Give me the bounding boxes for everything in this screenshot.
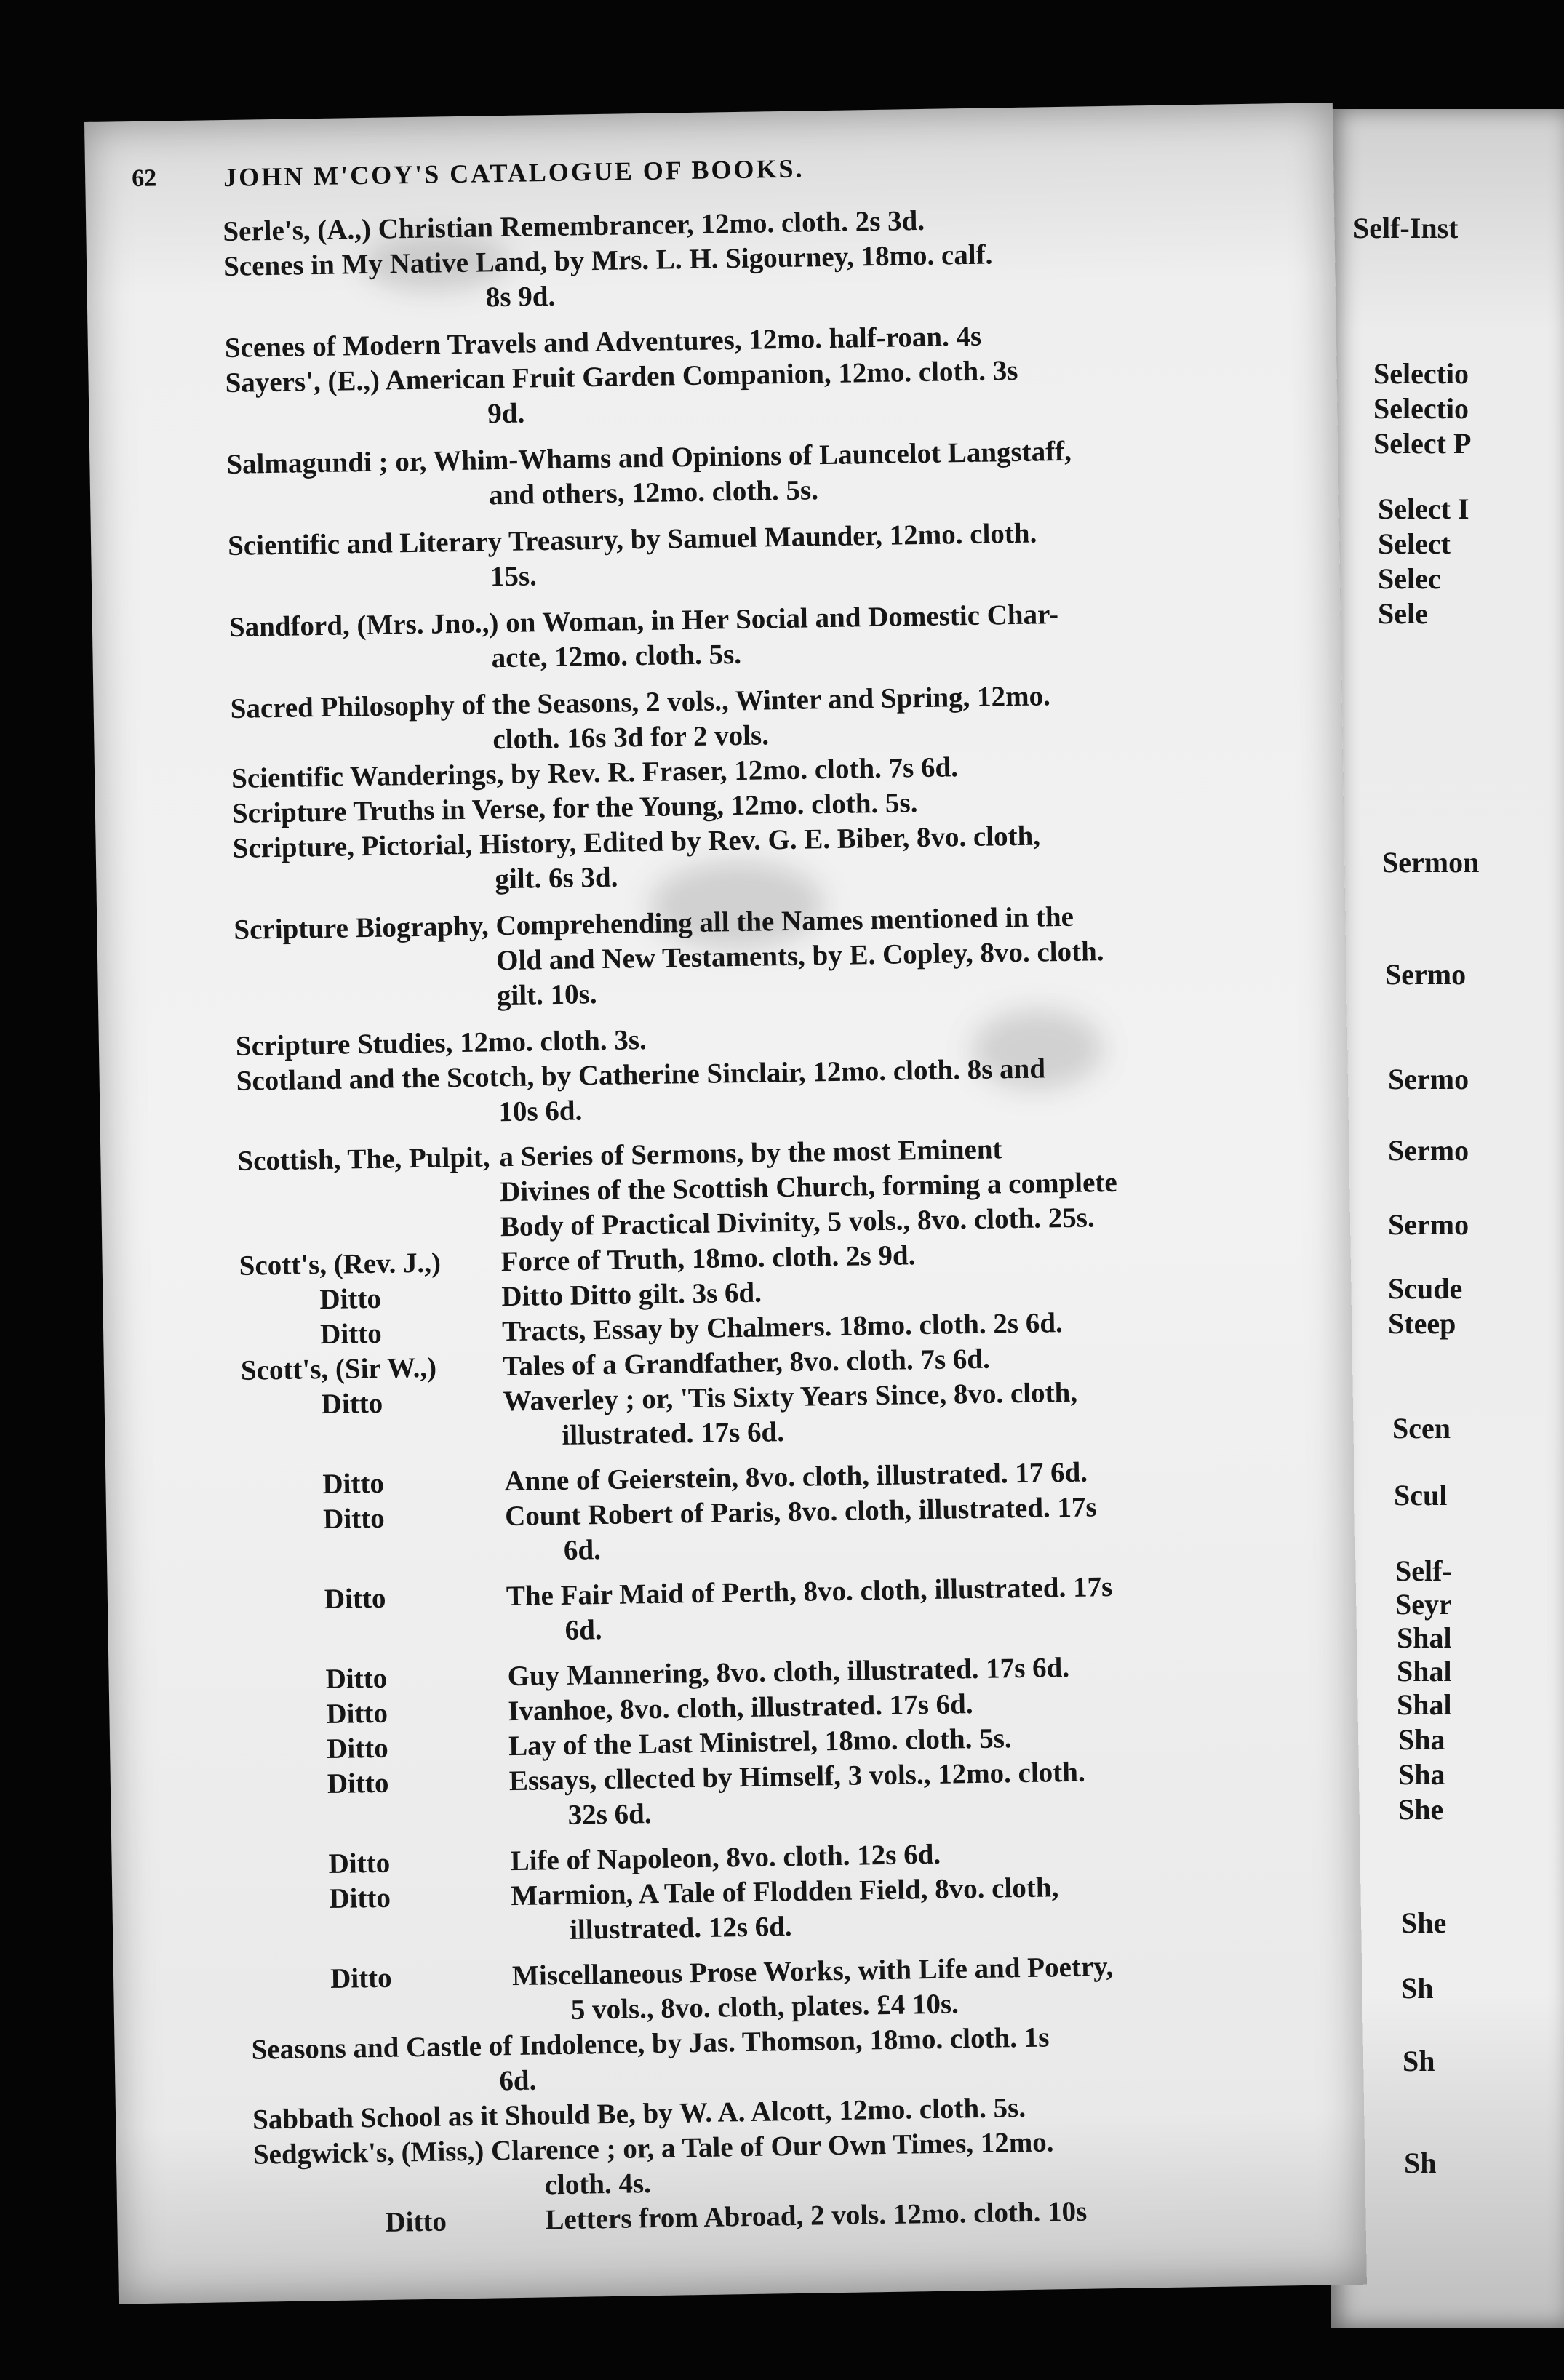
page-number: 62 — [131, 164, 157, 192]
right-entry: Self- — [1395, 1554, 1452, 1587]
catalogue-entry: Scripture Truths in Verse, for the Young, 12mo. cloth. 5s. — [231, 787, 918, 829]
right-entry: Shal — [1397, 1688, 1452, 1721]
catalogue-entry: Scripture, Pictorial, History, Edited by Rev. G. E. Biber, 8vo. cloth, gilt. 6s 3d. — [232, 820, 1041, 895]
catalogue-entry: Scripture Studies, 12mo. cloth. 3s. — [235, 1024, 647, 1062]
entry-ditto: Ditto — [326, 1697, 388, 1730]
entry-ditto: Ditto — [319, 1282, 382, 1316]
catalogue-entry: Ditto Ivanhoe, 8vo. cloth, illustrated. 17s 6d. — [246, 1682, 1280, 1733]
entry-ditto: Ditto — [324, 1582, 386, 1616]
catalogue-entry: Ditto Waverley ; or, 'Tis Sixty Years Since, 8vo. cloth, illustrated. 17s 6d. — [241, 1373, 1274, 1458]
entry-ditto: Ditto — [385, 2205, 447, 2238]
right-entry: Scude — [1388, 1272, 1463, 1305]
catalogue-entry: Ditto The Fair Maid of Perth, 8vo. cloth, illustrated. 17s 6d. — [244, 1567, 1278, 1653]
entry-ditto: Ditto — [330, 1962, 392, 1995]
right-entry: Sh — [1401, 1972, 1434, 2005]
catalogue-entry: Sandford, (Mrs. Jno.,) on Woman, in Her Social and Domestic Char- acte, 12mo. cloth. 5s. — [228, 599, 1059, 674]
entry-ditto: Ditto — [328, 1847, 391, 1880]
catalogue-entry: Sacred Philosophy of the Seasons, 2 vols., Winter and Spring, 12mo. cloth. 16s 3d for 2 vols. — [230, 680, 1051, 756]
catalogue-entry: Scenes of Modern Travels and Adventures, 12mo. half-roan. 4s — [224, 320, 982, 364]
right-entry: Scen — [1392, 1412, 1451, 1445]
catalogue-entry: Sedgwick's, (Miss,) Clarence ; or, a Tale of Our Own Times, 12mo. cloth. 4s. — [252, 2126, 1054, 2201]
right-entry: Select P — [1373, 427, 1472, 460]
entry-author: Scott's, (Sir W.,) — [240, 1351, 437, 1386]
entry-ditto: Ditto — [322, 1502, 386, 1536]
entry-ditto: Ditto — [322, 1467, 385, 1501]
catalogue-entry: Ditto Miscellaneous Prose Works, with Life and Poetry, 5 vols., 8vo. cloth, plates. £4 10s. — [250, 1946, 1284, 2032]
catalogue-entry: Sayers', (E.,) American Fruit Garden Companion, 12mo. cloth. 3s 9d. — [225, 354, 1018, 430]
right-entry: Sermon — [1382, 846, 1480, 879]
catalogue-entry: Ditto Guy Mannering, 8vo. cloth, illustrated. 17s 6d. — [245, 1647, 1279, 1698]
catalogue-entry: Ditto Letters from Abroad, 2 vols. 12mo. cloth. 10s — [254, 2191, 1288, 2242]
entry-ditto: Ditto — [329, 1882, 391, 1915]
page-title: JOHN M'COY'S CATALOGUE OF BOOKS. — [223, 153, 805, 193]
catalogue-entry: Scotland and the Scotch, by Catherine Sinclair, 12mo. cloth. 8s and 10s 6d. — [236, 1053, 1046, 1128]
right-entry: She — [1401, 1906, 1447, 1939]
entry-ditto: Ditto — [327, 1767, 389, 1800]
entry-ditto: Ditto — [319, 1317, 383, 1351]
entry-author: Scott's, (Rev. J.,) — [239, 1247, 442, 1282]
right-entry: She — [1398, 1793, 1444, 1826]
catalogue-entry: Scientific Wanderings, by Rev. R. Fraser, 12mo. cloth. 7s 6d. — [231, 751, 959, 794]
catalogue-entry: Ditto Lay of the Last Ministrel, 18mo. cloth. 5s. — [247, 1717, 1280, 1768]
right-entry: Sermo — [1388, 1208, 1469, 1241]
catalogue-entry: Scottish, The, Pulpit, a Series of Sermons, by the most Eminent Divines of the Scottish Church, forming a complete Body of Practical Divinity, 5 vols., 8vo. cloth. 25s. — [237, 1128, 1272, 1249]
right-entry: Scul — [1394, 1479, 1448, 1512]
right-entry: Selectio — [1373, 392, 1469, 425]
catalogue-entry: Ditto Ditto Ditto gilt. 3s 6d. — [239, 1268, 1273, 1319]
catalogue-entry: Ditto Essays, cllected by Himself, 3 vols., 12mo. cloth. 32s 6d. — [247, 1752, 1281, 1837]
right-entry: Shal — [1397, 1655, 1452, 1688]
catalogue-entry: Ditto Life of Napoleon, 8vo. cloth. 12s 6d. — [248, 1832, 1282, 1882]
entry-ditto: Ditto — [326, 1732, 388, 1765]
catalogue-entry: Scott's, (Rev. J.,) Force of Truth, 18mo. cloth. 2s 9d. — [239, 1233, 1272, 1284]
right-entry: Sh — [1404, 2147, 1437, 2179]
entry-ditto: Ditto — [321, 1387, 383, 1421]
catalogue-entry: Ditto Anne of Geierstein, 8vo. cloth, illustrated. 17 6d. — [242, 1453, 1276, 1504]
catalogue-entry: Ditto Count Robert of Paris, 8vo. cloth, illustrated. 17s 6d. — [243, 1488, 1277, 1573]
right-entry: Shal — [1397, 1621, 1452, 1654]
catalogue-entry: Scott's, (Sir W.,) Tales of a Grandfather, 8vo. cloth. 7s 6d. — [241, 1338, 1274, 1389]
right-entry: Sha — [1398, 1723, 1445, 1756]
right-entry: Sermo — [1385, 958, 1467, 991]
catalogue-entries — [223, 199, 1288, 2243]
entry-ditto: Ditto — [325, 1662, 388, 1696]
right-entry: Steep — [1388, 1307, 1456, 1340]
right-entry: Seyr — [1395, 1588, 1452, 1621]
catalogue-entry: Ditto Marmion, A Tale of Flodden Field, 8vo. cloth, illustrated. 12s 6d. — [249, 1866, 1282, 1952]
catalogue-entry: Serle's, (A.,) Christian Remembrancer, 12mo. cloth. 2s 3d. — [223, 204, 925, 248]
catalogue-entry: Seasons and Castle of Indolence, by Jas. Thomson, 18mo. cloth. 1s 6d. — [251, 2021, 1050, 2097]
catalogue-entry: Salmagundi ; or, Whim-Whams and Opinions of Launcelot Langstaff, and others, 12mo. cloth. 5s. — [226, 435, 1072, 511]
right-entry: Selec — [1378, 562, 1441, 595]
catalogue-page — [84, 103, 1367, 2304]
right-page — [1331, 109, 1564, 2328]
right-entry: Select I — [1378, 492, 1469, 525]
catalogue-entry: Sabbath School as it Should Be, by W. A. Alcott, 12mo. cloth. 5s. — [252, 2092, 1026, 2136]
catalogue-entry: Scientific and Literary Treasury, by Samuel Maunder, 12mo. cloth. 15s. — [227, 517, 1037, 593]
catalogue-entry: Scenes in My Native Land, by Mrs. L. H. Sigourney, 18mo. calf. 8s 9d. — [223, 239, 993, 314]
right-entry: Self-Inst — [1353, 212, 1459, 244]
right-entry: Sha — [1398, 1758, 1445, 1791]
right-entry: Sh — [1403, 2045, 1435, 2077]
catalogue-entry: Scripture Biography, Comprehending all the Names mentioned in the Old and New Testaments, by E. Copley, 8vo. cloth. gilt. 10s. — [234, 901, 1104, 1012]
right-entry: Sermo — [1388, 1063, 1469, 1095]
right-entry: Select — [1378, 527, 1451, 560]
catalogue-entry: Ditto Tracts, Essay by Chalmers. 18mo. cloth. 2s 6d. — [240, 1303, 1274, 1354]
right-entry: Sele — [1378, 597, 1428, 630]
right-entry: Sermo — [1388, 1134, 1469, 1167]
right-entry: Selectio — [1373, 357, 1469, 390]
entry-author: Scottish, The, Pulpit, — [237, 1141, 490, 1177]
